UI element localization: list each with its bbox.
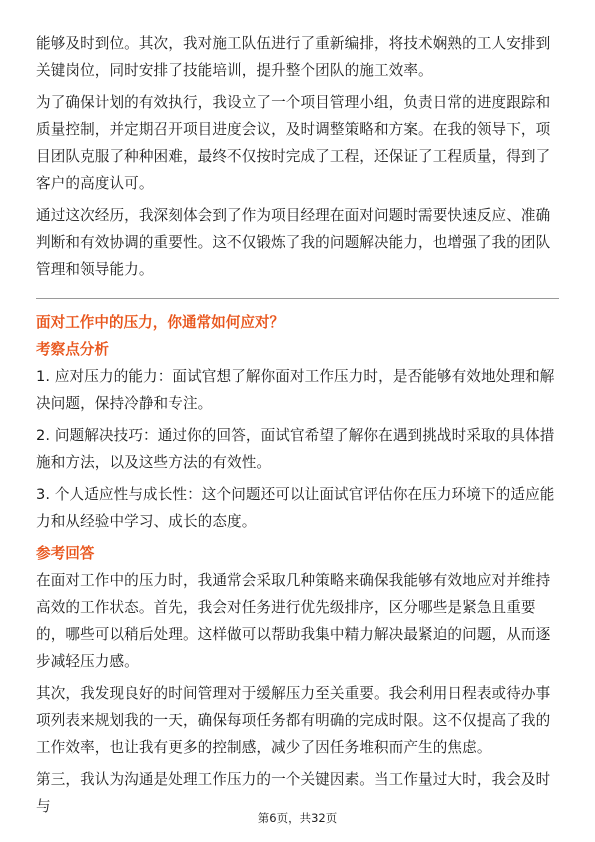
intro-paragraph: 为了确保计划的有效执行，我设立了一个项目管理小组，负责日常的进度跟踪和质量控制，并定期召开项目进度会议，及时调整策略和方案。在我的领导下，项目团队克服了种种困难，最终不仅按时完成了工程，还保证了工程质量，得到了客户的高度认可。 [36,94,551,192]
analysis-point: 2. 问题解决技巧：通过你的回答，面试官希望了解你在遇到挑战时采取的具体措施和方法，以及这些方法的有效性。 [36,427,555,471]
answer-paragraph: 在面对工作中的压力时，我通常会采取几种策略来确保我能够有效地应对并维持高效的工作状态。首先，我会对任务进行优先级排序，区分哪些是紧急且重要的，哪些可以稍后处理。这样做可以帮助我集中精力解决最紧迫的问题，从而逐步减轻压力感。 [36,572,551,670]
question-block [36,311,559,825]
answer-paragraph: 第三，我认为沟通是处理工作压力的一个关键因素。当工作量过大时，我会及时与 [36,771,551,815]
answer-heading: 参考回答 [36,545,95,562]
analysis-point: 1. 应对压力的能力：面试官想了解你面对工作压力时，是否能够有效地处理和解决问题，保持冷静和专注。 [36,368,555,412]
section-divider [36,298,559,299]
analysis-heading: 考察点分析 [36,341,109,358]
answer-paragraph: 其次，我发现良好的时间管理对于缓解压力至关重要。我会利用日程表或待办事项列表来规划我的一天，确保每项任务都有明确的完成时限。这不仅提高了我的工作效率，也让我有更多的控制感，减少了因任务堆积而产生的焦虑。 [36,685,551,756]
analysis-point: 3. 个人适应性与成长性：这个问题还可以让面试官评估你在压力环境下的适应能力和从经验中学习、成长的态度。 [36,486,555,530]
intro-paragraph: 能够及时到位。其次，我对施工队伍进行了重新编排，将技术娴熟的工人安排到关键岗位，同时安排了技能培训，提升整个团队的施工效率。 [36,35,551,79]
intro-section [36,30,559,288]
page-footer [0,810,595,826]
question-title: 面对工作中的压力，你通常如何应对？ [36,314,285,331]
intro-paragraph: 通过这次经历，我深刻体会到了作为项目经理在面对问题时需要快速反应、准确判断和有效协调的重要性。这不仅锻炼了我的问题解决能力，也增强了我的团队管理和领导能力。 [36,207,551,278]
page-number: 第6页，共32页 [257,811,338,825]
